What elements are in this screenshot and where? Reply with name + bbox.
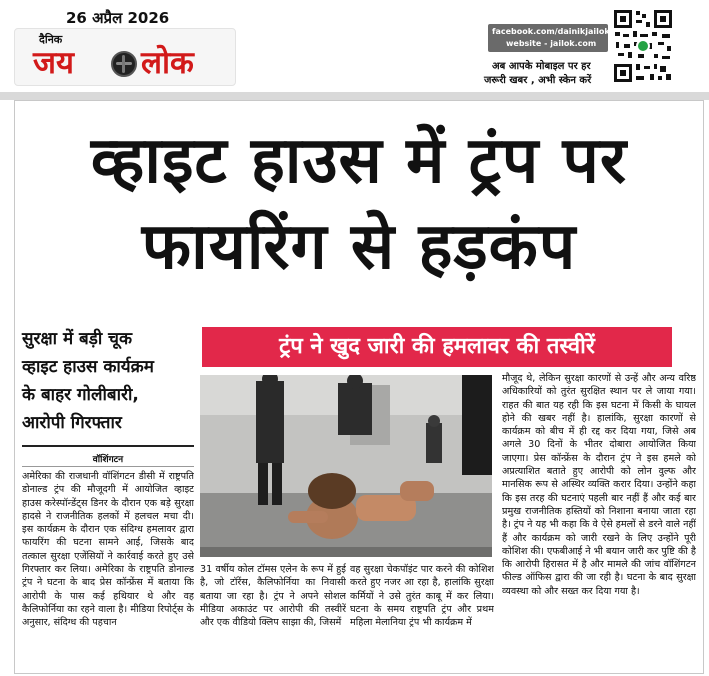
- promo-line-2: जरूरी खबर , अभी स्केन करें: [484, 75, 592, 86]
- dateline-divider: [22, 466, 194, 467]
- masthead-divider: [0, 92, 709, 100]
- logo-word-lok: लोक: [141, 45, 194, 81]
- subhead-line: सुरक्षा में बड़ी चूक: [22, 329, 133, 349]
- article-body-column-3: वह सुरक्षा चेकपॉइंट पार करने की कोशिश करते हुए नजर आ रहा है, हालांकि सुरक्षा कर्मियों ने उसे तुरंत काबू में कर लिया। घटना के समय राष्ट्रपति ट्रंप और प्रथम महिला मेलानिया ट्रंप भी कार्यक्रम में: [350, 564, 494, 629]
- globe-icon: [111, 51, 137, 77]
- article-headline: [14, 118, 704, 290]
- logo-wordmark: [33, 43, 233, 83]
- subhead-line: व्हाइट हाउस कार्यक्रम: [22, 357, 154, 377]
- subhead-line: के बाहर गोलीबारी,: [22, 385, 139, 405]
- newspaper-logo[interactable]: [14, 28, 236, 86]
- logo-prefix: दैनिक: [39, 33, 63, 46]
- article-subhead: [22, 325, 194, 437]
- facebook-link[interactable]: facebook.com/dainikjailok: [492, 27, 610, 36]
- issue-date: 26 अप्रैल 2026: [66, 9, 170, 27]
- article-body-column-2: 31 वर्षीय कोल टॉमस एलेन के रूप में हुई है, जो टॉरेंस, कैलिफोर्निया का निवासी बताया जा रहा है। ट्रंप ने अपने सोशल मीडिया अकाउंट पर आरोपी की तस्वीरें और एक वीडियो क्लिप साझा की, जिसमें: [200, 564, 346, 629]
- article-body-column-4: मौजूद थे, लेकिन सुरक्षा कारणों से उन्हें और अन्य वरिष्ठ अधिकारियों को तुरंत सुरक्षित स्थान पर ले जाया गया। राहत की बात यह रही कि इस घटना में किसी के घायल होने की खबर नहीं है। हालांकि, सुरक्षा कारणों से कार्यक्रम को बीच में ही रद्द कर दिया गया, जिसे अब अगले 30 दिनों के भीतर दोबारा आयोजित किया जाएगा। प्रेस कॉन्फ्रेंस के दौरान ट्रंप ने इस हमले को अप्रत्याशित बताते हुए आरोपी को लोन वुल्फ और मानसिक रूप से अस्थिर व्यक्ति करार दिया। उन्होंने कहा कि इस तरह की घटनाएं पहली बार नहीं हैं और कई बार प्रमुख राजनीतिक हस्तियों को निशाना बनाया जाता रहा है। ट्रंप ने यह भी कहा कि वे ऐसे हमलों से डरने वाले नहीं हैं और कार्यक्रम को जारी रखने के लिए उन्होंने पूरी कोशिश की। एफबीआई ने भी बयान जारी कर पुष्टि की है कि आरोपी हिरासत में है और मामले की जांच वॉशिंगटन फील्ड ऑफिस द्वारा की जा रही है। घटना के बाद सुरक्षा व्यवस्था को और सख्त कर दिया गया है।: [502, 373, 696, 597]
- headline-line-2: फायरिंग से हड़कंप: [141, 210, 577, 284]
- logo-word-jay: जय: [33, 45, 74, 81]
- article-body-column-1: अमेरिका की राजधानी वॉशिंगटन डीसी में राष्ट्रपति डोनाल्ड ट्रंप की मौजूदगी में आयोजित व्हाइट हाउस करेस्पॉन्डेंट्स डिनर के दौरान एक बड़े सुरक्षा हादसे ने राजनीतिक हलकों में हलचल मचा दी। इस कार्यक्रम के दौरान एक संदिग्ध हमलावर द्वारा फायरिंग की घटना सामने आई, जिसके बाद तत्काल सुरक्षा एजेंसियों ने कार्रवाई करते हुए उसे गिरफ्तार कर लिया। अमेरिका के राष्ट्रपति डोनाल्ड ट्रंप ने घटना के बाद प्रेस कॉन्फ्रेंस में बताया कि आरोपी के पास कई हथियार थे और वह कैलिफोर्निया का रहने वाला है। मीडिया रिपोर्ट्स के अनुसार, संदिग्ध की पहचान: [22, 471, 194, 629]
- website-link[interactable]: website - jailok.com: [506, 39, 597, 48]
- promo-line-1: अब आपके मोबाइल पर हर: [492, 61, 591, 72]
- photo-caption-banner: ट्रंप ने खुद जारी की हमलावर की तस्वीरें: [202, 327, 672, 367]
- subhead-line: आरोपी गिरफ्तार: [22, 413, 122, 433]
- dateline: वॉशिंगटन: [92, 455, 124, 465]
- masthead: [0, 0, 709, 92]
- headline-line-1: व्हाइट हाउस में ट्रंप पर: [90, 124, 628, 198]
- qr-code-icon[interactable]: [612, 8, 674, 84]
- suspect-arrest-photo[interactable]: [200, 375, 492, 557]
- subhead-divider: [22, 445, 194, 447]
- social-links-box: [488, 24, 608, 52]
